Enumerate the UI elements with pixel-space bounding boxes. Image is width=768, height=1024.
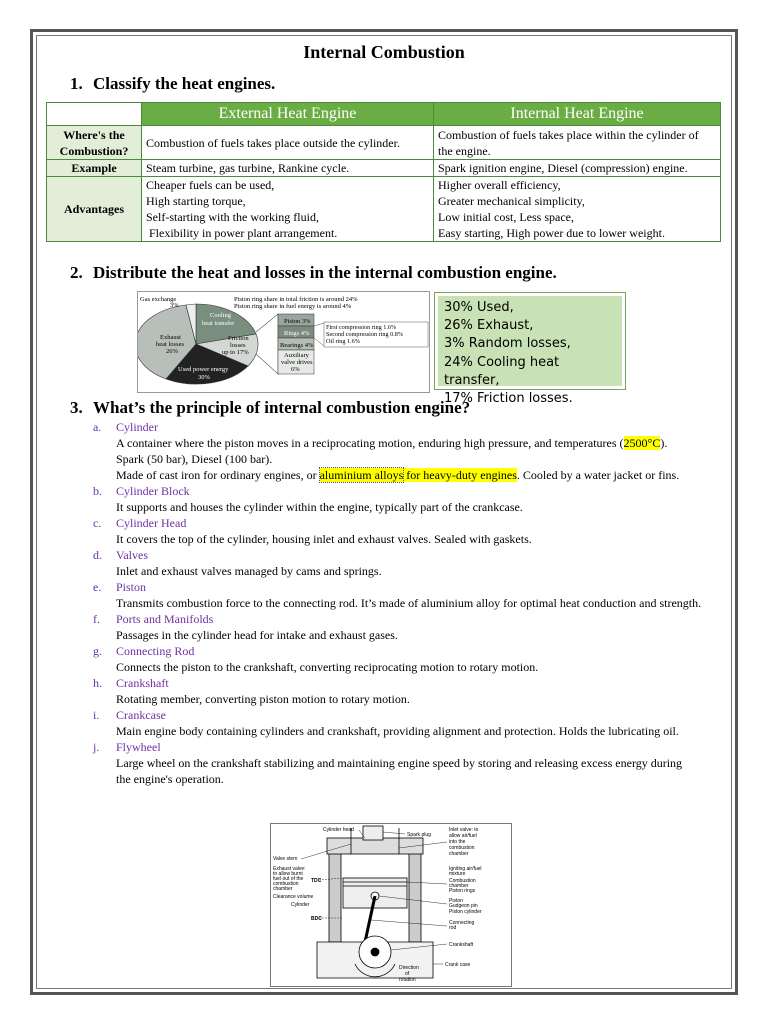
label-direction-1: Direction — [399, 965, 419, 971]
energy-distribution-figure — [137, 291, 430, 393]
cell-internal-advantages — [434, 177, 721, 242]
list-item-ports-manifolds — [93, 611, 733, 643]
list-item-heading — [93, 611, 733, 627]
label-clearance-volume: Clearance volume — [273, 894, 314, 900]
description-text: Made of cast iron for ordinary engines, or — [116, 468, 320, 482]
component-description — [93, 467, 733, 483]
label-exhaust-1: Exhaust — [160, 334, 181, 341]
label-combustion-chamber-2: chamber — [449, 883, 469, 889]
label-inlet-valve-4: combustion — [449, 845, 475, 851]
label-friction-1: Friction — [228, 335, 249, 342]
label-inlet-valve-1: Inlet valve: to — [449, 827, 479, 833]
list-letter: g. — [93, 644, 102, 658]
highlight-aluminium-alloys: aluminium alloys — [319, 468, 404, 482]
component-description: It supports and houses the cylinder within the engine, typically part of the crankcase. — [116, 500, 523, 514]
component-title: Flywheel — [116, 740, 161, 754]
summary-line: 17% Friction losses. — [444, 391, 573, 407]
component-title: Cylinder — [116, 420, 158, 434]
list-item-piston — [93, 579, 733, 611]
table-corner-cell — [47, 103, 142, 126]
row-header-combustion: Where's the Combustion? — [47, 126, 142, 160]
list-letter: i. — [93, 708, 100, 722]
summary-line: 30% Used, — [444, 300, 514, 315]
label-direction-2: of — [405, 971, 410, 977]
description-text: . Cooled by a water jacket or fins. — [516, 468, 680, 482]
cell-internal-combustion: Combustion of fuels takes place within the cylinder of the engine. — [434, 126, 721, 160]
page-title: Internal Combustion — [303, 42, 465, 62]
list-item-heading — [93, 483, 733, 499]
label-exhaust-3: 26% — [166, 348, 178, 355]
component-title: Cylinder Head — [116, 516, 187, 530]
component-description — [93, 435, 733, 451]
column-header-external: External Heat Engine — [142, 103, 434, 126]
label-crank-case: Crank case — [445, 962, 471, 968]
component-title: Ports and Manifolds — [116, 612, 214, 626]
label-second-ring: Second compression ring 0.8% — [326, 331, 403, 338]
list-item-flywheel — [93, 739, 733, 787]
engine-cross-section-figure — [270, 823, 512, 987]
cell-external-combustion: Combustion of fuels takes place outside the cylinder. — [142, 126, 434, 160]
label-exhaust-valve-3: fuel out of the — [273, 876, 304, 882]
pie-chart-svg — [138, 292, 429, 392]
advantage-line: Low initial cost, Less space, — [438, 210, 574, 224]
label-spark-plug: Spark plug — [407, 832, 431, 838]
component-description: It covers the top of the cylinder, housing inlet and exhaust valves. Sealed with gaskets. — [116, 532, 532, 546]
row-header-example: Example — [47, 160, 142, 177]
label-cylinder: Cylinder — [291, 902, 310, 908]
question-number: 3. — [70, 398, 83, 417]
list-item-cylinder-head — [93, 515, 733, 547]
label-piston-rings: Piston rings — [449, 888, 476, 894]
list-item-heading — [93, 579, 733, 595]
label-exhaust-valve-5: chamber — [273, 886, 293, 892]
component-description: Inlet and exhaust valves managed by cams and springs. — [116, 564, 382, 578]
label-friction-2: losses — [230, 342, 246, 349]
label-gas-exchange-pct: 3% — [170, 302, 179, 309]
advantage-line: Cheaper fuels can be used, — [146, 178, 275, 192]
question-1-heading — [70, 74, 275, 94]
question-2-heading — [70, 263, 557, 283]
list-item-cylinder-block — [93, 483, 733, 515]
label-friction-3: up to 17% — [222, 349, 249, 356]
list-item-connecting-rod — [93, 643, 733, 675]
label-valve-stem: Valve stem — [273, 856, 298, 862]
label-inlet-valve-5: chamber — [449, 851, 469, 857]
label-cylinder-head: Cylinder head — [323, 827, 354, 833]
component-title: Valves — [116, 548, 148, 562]
label-piston: Piston — [449, 898, 463, 904]
list-item-cylinder — [93, 419, 733, 483]
heat-engine-comparison-table — [46, 102, 721, 242]
cylinder-head-shape — [327, 838, 423, 854]
list-item-crankcase — [93, 707, 733, 739]
label-direction-3: rotation — [399, 977, 416, 983]
component-description: Connects the piston to the crankshaft, converting reciprocating motion to rotary motion. — [116, 660, 539, 674]
label-cooling-1: Cooling — [210, 312, 231, 319]
component-title: Piston — [116, 580, 147, 594]
component-title: Cylinder Block — [116, 484, 190, 498]
summary-line: 26% Exhaust, — [444, 318, 534, 334]
label-combustion-chamber-1: Combustion — [449, 878, 476, 884]
label-bdc: BDC — [311, 916, 322, 922]
advantage-line: Self-starting with the working fluid, — [146, 210, 319, 224]
summary-line: 3% Random losses, — [444, 336, 571, 352]
question-text: What’s the principle of internal combustion engine? — [93, 398, 471, 417]
label-igniting-2: mixture — [449, 871, 466, 877]
list-letter: d. — [93, 548, 102, 562]
list-item-crankshaft — [93, 675, 733, 707]
cell-external-example: Steam turbine, gas turbine, Rankine cycle. — [142, 160, 434, 177]
list-letter: e. — [93, 580, 102, 594]
description-text: A container where the piston moves in a reciprocating motion, enduring high pressure, and temperatures ( — [116, 436, 624, 450]
advantage-line: High starting torque, — [146, 194, 246, 208]
component-title: Connecting Rod — [116, 644, 195, 658]
list-item-heading — [93, 643, 733, 659]
label-gudgeon-pin: Gudgeon pin — [449, 903, 478, 909]
advantage-line: Greater mechanical simplicity, — [438, 194, 585, 208]
label-piston-cylinder: Piston cylinder — [449, 909, 482, 915]
label-exhaust-2: heat losses — [156, 341, 184, 348]
list-item-heading — [93, 515, 733, 531]
list-letter: b. — [93, 484, 102, 498]
table-header-row — [47, 103, 721, 126]
loss-summary-list — [438, 296, 622, 407]
question-text: Classify the heat engines. — [93, 74, 276, 93]
row-header-advantages: Advantages — [47, 177, 142, 242]
question-3-heading — [70, 398, 470, 418]
table-row-combustion — [47, 126, 721, 160]
highlight-heavy-duty: for heavy-duty engines — [406, 468, 517, 482]
note-piston-ring-friction: Piston ring share in total friction is around 24% — [234, 296, 358, 303]
ring-connector-bottom — [314, 338, 324, 346]
label-cooling-2: heat transfer — [202, 320, 235, 327]
label-piston: Piston 3% — [284, 318, 311, 325]
label-connecting-rod-2: rod — [449, 925, 457, 931]
advantage-line: Easy starting, High power due to lower weight. — [438, 226, 665, 240]
cell-internal-example: Spark ignition engine, Diesel (compression) engine. — [434, 160, 721, 177]
label-auxiliary-3: 6% — [291, 366, 300, 373]
component-title: Crankshaft — [116, 676, 169, 690]
label-auxiliary-1: Auxiliary — [284, 352, 309, 359]
list-letter: c. — [93, 516, 102, 530]
engine-components-list — [93, 419, 733, 787]
component-description: Spark (50 bar), Diesel (100 bar). — [116, 452, 273, 466]
ring-connector-top — [314, 323, 324, 326]
label-inlet-valve-3: into the — [449, 839, 466, 845]
table-row-advantages — [47, 177, 721, 242]
advantage-line: Flexibility in power plant arrangement. — [146, 226, 338, 240]
component-title: Crankcase — [116, 708, 166, 722]
label-auxiliary-2: valve drives — [281, 359, 313, 366]
engine-diagram-svg — [271, 824, 511, 986]
label-inlet-valve-2: allow air/fuel — [449, 833, 477, 839]
crankshaft-center — [371, 948, 379, 956]
list-item-heading — [93, 739, 733, 755]
label-connecting-rod-1: Connecting — [449, 920, 475, 926]
summary-line: 24% Cooling heat transfer, — [444, 354, 560, 388]
label-rings: Rings 4% — [284, 330, 310, 337]
component-description: Passages in the cylinder head for intake and exhaust gases. — [116, 628, 398, 642]
list-letter: a. — [93, 420, 102, 434]
list-item-valves — [93, 547, 733, 579]
component-description: Transmits combustion force to the connecting rod. It’s made of aluminium alloy for optimal heat conduction and strength. — [116, 596, 702, 610]
list-letter: h. — [93, 676, 102, 690]
label-tdc: TDC — [311, 878, 322, 884]
list-letter: j. — [93, 740, 100, 754]
table-row-example — [47, 160, 721, 177]
list-item-heading — [93, 707, 733, 723]
label-first-ring: First compression ring 1.6% — [326, 324, 397, 331]
cylinder-wall-right — [409, 852, 421, 942]
cell-external-advantages — [142, 177, 434, 242]
highlight-temperature: 2500°C — [623, 436, 661, 450]
list-item-heading — [93, 547, 733, 563]
label-used-power-1: Used power energy — [178, 366, 229, 373]
list-item-heading — [93, 419, 733, 435]
spark-plug-shape — [363, 826, 383, 840]
list-item-heading — [93, 675, 733, 691]
list-letter: f. — [93, 612, 100, 626]
label-bearings: Bearings 4% — [280, 342, 314, 349]
description-text: ). — [660, 436, 668, 450]
label-gas-exchange: Gas exchange — [140, 296, 177, 303]
column-header-internal: Internal Heat Engine — [434, 103, 721, 126]
cylinder-wall-left — [329, 852, 341, 942]
label-used-power-2: 30% — [198, 374, 210, 381]
label-igniting-1: Igniting air/fuel — [449, 866, 482, 872]
label-oil-ring: Oil ring 1.6% — [326, 338, 360, 345]
label-exhaust-valve-1: Exhaust valve: — [273, 866, 306, 872]
label-crankshaft: Crankshaft — [449, 942, 474, 948]
component-description: Main engine body containing cylinders and crankshaft, providing alignment and protection. Holds the lubricating oil. — [116, 724, 679, 738]
note-piston-ring-fuel: Piston ring share in fuel energy is around 4% — [234, 303, 352, 310]
label-exhaust-valve-4: combustion — [273, 881, 299, 887]
loss-summary-box — [434, 292, 626, 407]
leader-line — [383, 832, 405, 834]
question-text: Distribute the heat and losses in the internal combustion engine. — [93, 263, 557, 282]
question-number: 1. — [70, 74, 83, 93]
advantage-line: Higher overall efficiency, — [438, 178, 561, 192]
label-exhaust-valve-2: to allow burnt — [273, 871, 303, 877]
question-number: 2. — [70, 263, 83, 282]
component-description: Rotating member, converting piston motion to rotary motion. — [116, 692, 410, 706]
component-description: Large wheel on the crankshaft stabilizing and maintaining engine speed by storing and releasing excess energy during the engine's operation. — [116, 756, 683, 786]
breakdown-connector — [256, 314, 278, 374]
